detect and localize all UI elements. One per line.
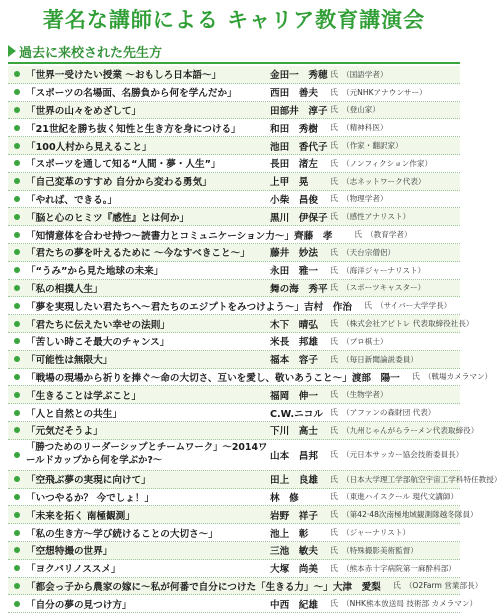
speaker-honorific: 氏 (330, 141, 338, 151)
bullet-dot-icon (14, 232, 20, 238)
list-item (8, 191, 460, 209)
lecture-topic: 「可能性は無限大」 (26, 355, 113, 367)
bullet-dot-icon (14, 303, 20, 309)
lecture-list (8, 66, 501, 613)
speaker-honorific: 氏 (330, 87, 338, 97)
speaker-affiliation: （第42·48次南極地域観測隊越冬隊員） (342, 510, 478, 520)
bullet-dot-icon (14, 547, 20, 553)
speaker-affiliation: （戦場カメラマン） (423, 372, 493, 382)
speaker-affiliation: （作家・翻訳家） (342, 141, 403, 151)
bullet-dot-icon (14, 143, 20, 149)
speaker-affiliation: （アファンの森財団 代表） (342, 408, 436, 418)
list-item (8, 155, 460, 173)
list-item (8, 297, 460, 315)
speaker-honorific: 氏 (330, 528, 338, 538)
bullet-dot-icon (14, 427, 20, 433)
speaker-name: 和田 秀樹 (270, 123, 318, 135)
speaker-affiliation: （教育学者） (366, 230, 412, 240)
speaker-honorific: 氏 (330, 105, 338, 115)
speaker-name: 大津 愛梨 (332, 581, 381, 593)
speaker-honorific: 氏 (330, 69, 338, 79)
speaker-name: 吉村 作治 (304, 301, 352, 313)
list-item (8, 333, 460, 351)
speaker-name: 小柴 昌俊 (270, 194, 318, 206)
lecture-topic: 「私の相撲人生」 (26, 283, 103, 295)
bullet-dot-icon (14, 178, 20, 184)
speaker-name: 齊藤 孝 (294, 230, 333, 242)
speaker-affiliation: （海洋ジャーナリスト） (342, 265, 426, 275)
lecture-topic: 「戦場の現場から祈りを捧ぐ～命の大切さ、互いを愛し、敬いあうこと～」 (26, 372, 352, 384)
speaker-name: 中西 紀雄 (270, 599, 318, 611)
lecture-topic: 「いつやるか？ 今でしょ！」 (26, 492, 155, 504)
lecture-topic: 「君たちの夢を叶えるために ～今なすべきこと～」 (26, 248, 250, 260)
speaker-honorific: 氏 (330, 176, 338, 186)
speaker-name: 三池 敏夫 (270, 546, 318, 558)
speaker-name: 田上 良雄 (270, 475, 318, 487)
list-item (8, 226, 460, 244)
speaker-honorific: 氏 (330, 336, 338, 346)
list-item (8, 262, 460, 280)
speaker-affiliation: （東進ハイスクール 現代文講師） (342, 492, 459, 502)
bullet-dot-icon (14, 476, 20, 482)
speaker-name: 黒川 伊保子 (270, 212, 328, 224)
speaker-affiliation: （志ネットワーク代表） (342, 176, 426, 186)
bullet-dot-icon (14, 267, 20, 273)
list-item (8, 351, 460, 369)
speaker-affiliation: （登山家） (342, 105, 380, 115)
section-heading (8, 40, 460, 64)
speaker-name: 長田 渚左 (270, 159, 318, 171)
speaker-affiliation: （精神科医） (342, 123, 388, 133)
list-item (8, 560, 460, 578)
bullet-dot-icon (14, 374, 20, 380)
lecture-topic: 「スポーツの名場面、名勝負から何を学んだか」 (26, 88, 237, 100)
speaker-name: 大塚 尚美 (270, 564, 318, 576)
speaker-name: 福本 容子 (270, 355, 318, 367)
speaker-name: 舞の海 秀平 (270, 283, 328, 295)
speaker-name: 藤井 妙法 (270, 248, 318, 260)
list-item (8, 369, 493, 387)
speaker-affiliation: （プロ棋士） (342, 336, 388, 346)
speaker-name: 山本 昌邦 (270, 450, 318, 462)
lecture-topic: 「苦しい時こそ最大のチャンス」 (26, 337, 170, 349)
speaker-name: 西田 善夫 (270, 88, 318, 100)
speaker-honorific: 氏 (330, 194, 338, 204)
speaker-honorific: 氏 (330, 390, 338, 400)
bullet-dot-icon (14, 249, 20, 255)
speaker-affiliation: （スポーツキャスター） (342, 283, 426, 293)
speaker-honorific: 氏 (392, 581, 401, 591)
list-item (8, 440, 464, 471)
speaker-affiliation: （特殊撮影美術監督） (342, 545, 418, 555)
lecture-topic: 「世界一受けたい授業 ～おもしろ日本語～」 (26, 70, 222, 82)
speaker-affiliation: （ジャーナリスト） (342, 528, 411, 538)
speaker-honorific: 氏 (330, 510, 338, 520)
bullet-dot-icon (14, 494, 20, 500)
section-heading-text: 過去に来校された先生方 (19, 45, 163, 61)
speaker-honorific: 氏 (330, 158, 338, 168)
speaker-honorific: 氏 (330, 474, 338, 484)
speaker-honorific: 氏 (330, 247, 338, 257)
list-item (8, 315, 474, 333)
lecture-topic: 「21世紀を勝ち抜く知性と生き方を身につける」 (26, 123, 241, 135)
speaker-honorific: 氏 (330, 545, 338, 555)
speaker-name: 上甲 晃 (270, 177, 309, 189)
bullet-dot-icon (14, 71, 20, 77)
bullet-dot-icon (14, 452, 20, 458)
speaker-honorific: 氏 (330, 492, 338, 502)
lecture-topic: 「元気だそうよ」 (26, 426, 103, 438)
speaker-name: 池田 香代子 (270, 141, 328, 153)
speaker-affiliation: （O2Farm 営業部長） (404, 581, 483, 591)
lecture-topic: 「空想特撮の世界」 (26, 546, 113, 558)
speaker-honorific: 氏 (330, 123, 338, 133)
speaker-name: 渡部 陽一 (351, 372, 400, 384)
bullet-dot-icon (14, 601, 20, 607)
speaker-name: 木下 晴弘 (270, 319, 318, 331)
list-item (8, 280, 460, 298)
speaker-honorific: 氏 (330, 319, 338, 329)
bullet-dot-icon (14, 321, 20, 327)
speaker-name: 池上 彰 (270, 528, 309, 540)
speaker-affiliation: （感性アナリスト） (342, 212, 411, 222)
speaker-honorific: 氏 (330, 425, 338, 435)
list-item (8, 422, 479, 440)
lecture-topic: 「スポーツを通して知る“人間・夢・人生”」 (26, 159, 221, 171)
speaker-honorific: 氏 (364, 301, 373, 311)
lecture-topic: 「自己変革のすすめ 自分から変わる勇気」 (26, 177, 212, 189)
bullet-dot-icon (14, 338, 20, 344)
speaker-affiliation: （熊本赤十字病院第一麻酔科部） (342, 563, 456, 573)
lecture-topic: 「ヨクバリノススメ」 (26, 564, 121, 576)
speaker-name: 永田 雅一 (270, 266, 318, 278)
list-item (8, 404, 460, 422)
lecture-topic: 「知情意体を合わせ持つ～読書力とコミュニケーション力～」 (26, 230, 295, 242)
speaker-name: 福岡 伸一 (270, 390, 318, 402)
bullet-dot-icon (14, 530, 20, 536)
lecture-topic: 「未来を拓く 南極観測」 (26, 510, 135, 522)
speaker-honorific: 氏 (330, 265, 338, 275)
speaker-honorific: 氏 (330, 563, 338, 573)
speaker-name: 田部井 淳子 (270, 105, 328, 117)
speaker-affiliation: （サイバー大学学長） (376, 301, 452, 311)
bullet-dot-icon (14, 285, 20, 291)
list-item (8, 524, 460, 542)
speaker-affiliation: （ノンフィクション作家） (342, 158, 433, 168)
speaker-honorific: 氏 (330, 599, 338, 609)
bullet-dot-icon (14, 392, 20, 398)
bullet-dot-icon (14, 107, 20, 113)
list-item (8, 471, 501, 489)
lecture-topic: 「君たちに伝えたい幸せの法則」 (26, 319, 170, 331)
bullet-dot-icon (14, 583, 20, 589)
speaker-affiliation: （日本大学理工学部航空宇宙工学科特任教授） (342, 474, 501, 484)
lecture-topic: 「“うみ”から見た地球の未来」 (26, 266, 164, 278)
speaker-affiliation: （九州じゃんがらラーメン代表取締役） (342, 425, 479, 435)
speaker-name: 岩野 祥子 (270, 510, 318, 522)
speaker-name: 米長 邦雄 (270, 337, 318, 349)
lecture-topic: 「脳と心のヒミツ『感性』とは何か」 (26, 212, 190, 224)
speaker-honorific: 氏 (411, 372, 420, 382)
lecture-topic: 「私の生き方～学び続けることの大切さ～」 (26, 528, 218, 540)
lecture-topic: 「夢を実現したい君たちへ～君たちのエジプトをみつけよう～」 (26, 301, 305, 313)
speaker-honorific: 氏 (330, 283, 338, 293)
list-item (8, 244, 460, 262)
speaker-name: 下川 高士 (270, 426, 318, 438)
bullet-dot-icon (14, 160, 20, 166)
list-item (8, 208, 460, 226)
bullet-dot-icon (14, 512, 20, 518)
list-item (8, 102, 460, 120)
list-item (8, 506, 478, 524)
speaker-name: 金田一 秀穂 (270, 70, 328, 82)
speaker-affiliation: （物理学者） (342, 194, 388, 204)
speaker-affiliation: （国語学者） (342, 69, 388, 79)
list-item (8, 578, 483, 596)
list-item (8, 66, 460, 84)
speaker-affiliation: （元NHKアナウンサー） (342, 87, 427, 97)
list-item (8, 84, 460, 102)
bullet-dot-icon (14, 214, 20, 220)
lecture-topic: 「都会っ子から農家の嫁に～私が何番で自分につけた「生きる力」～」 (26, 581, 333, 593)
page-title: 著名な講師による キャリア教育講演会 (42, 8, 426, 32)
lecture-topic: 「自分の夢の見つけ方」 (26, 599, 132, 611)
list-item (8, 386, 460, 404)
lecture-topic: 「やれば、できる。」 (26, 194, 118, 206)
speaker-honorific: 氏 (330, 212, 338, 222)
list-item (8, 542, 460, 560)
speaker-affiliation: （天台宗僧侶） (342, 247, 396, 257)
list-item (8, 489, 460, 507)
list-item (8, 137, 460, 155)
speaker-honorific: 氏 (330, 450, 338, 460)
speaker-affiliation: （生物学者） (342, 390, 388, 400)
speaker-name: C.W.ニコル (270, 408, 323, 420)
lecture-topic: 「世界の山々をめざして」 (26, 105, 142, 117)
list-item (8, 595, 478, 613)
speaker-honorific: 氏 (330, 354, 338, 364)
list-item (8, 173, 460, 191)
bullet-dot-icon (14, 356, 20, 362)
speaker-honorific: 氏 (330, 408, 338, 418)
lecture-topic: 「空飛ぶ夢の実現に向けて」 (26, 475, 151, 487)
speaker-honorific: 氏 (354, 230, 363, 240)
bullet-dot-icon (14, 89, 20, 95)
speaker-affiliation: （株式会社アビトレ 代表取締役社長） (342, 319, 474, 329)
bullet-dot-icon (14, 196, 20, 202)
speaker-affiliation: （NHK熊本放送局 技術部 カメラマン） (342, 599, 478, 609)
bullet-dot-icon (14, 565, 20, 571)
lecture-topic: 「人と自然との共生」 (26, 408, 122, 420)
lecture-topic: 「100人村から見えること」 (26, 141, 152, 153)
triangle-bullet-icon (8, 45, 16, 57)
speaker-affiliation: （毎日新聞論説委員） (342, 354, 418, 364)
bullet-dot-icon (14, 410, 20, 416)
speaker-name: 林 修 (270, 492, 299, 504)
list-item (8, 119, 460, 137)
speaker-affiliation: （元日本サッカー協会技術委員長） (342, 450, 464, 460)
lecture-topic: 「生きることは学ぶこと」 (26, 390, 142, 402)
lecture-topic: 「勝つためのリーダーシップとチームワーク」～2014ワールドカップから何を学ぶか?～ (26, 442, 268, 466)
bullet-dot-icon (14, 125, 20, 131)
